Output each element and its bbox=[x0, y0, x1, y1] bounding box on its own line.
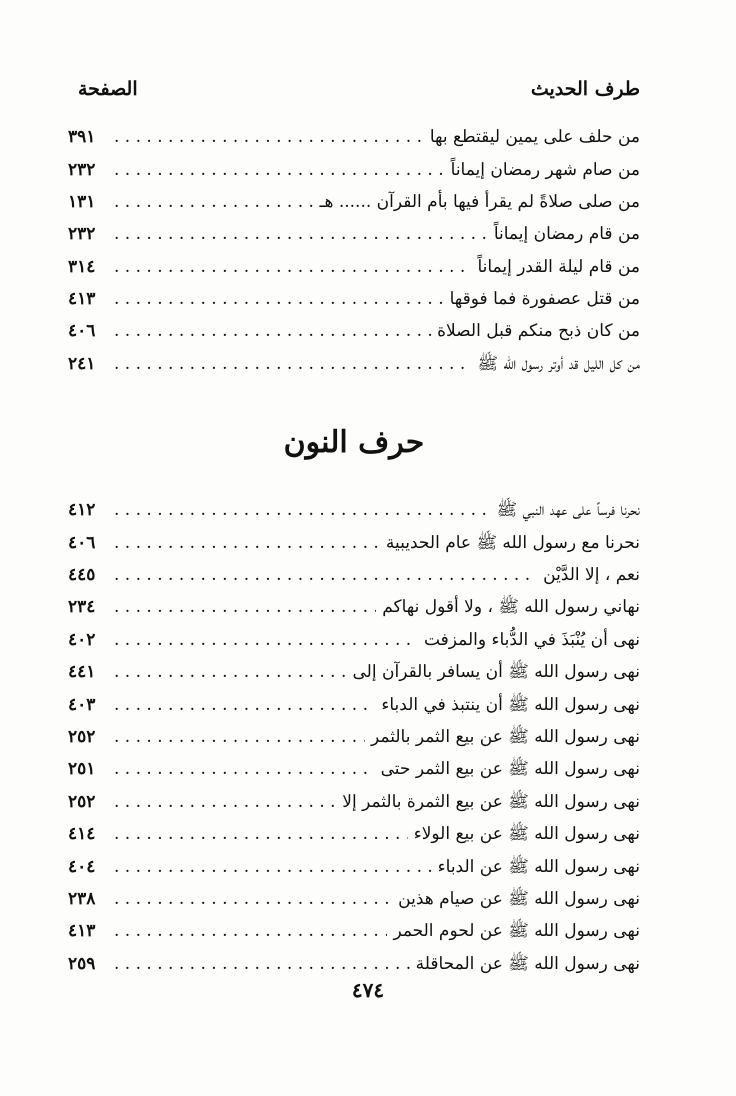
hadith-text: نهى رسول الله ﷺ أن ينتبذ في الدباء bbox=[381, 694, 640, 715]
section-heading: حرف النون bbox=[283, 425, 425, 461]
leader-dots bbox=[114, 662, 347, 683]
list-item bbox=[68, 278, 640, 310]
leader-dots bbox=[114, 289, 444, 310]
page-ref: ٤٠٢ bbox=[68, 629, 96, 650]
list-item bbox=[68, 213, 640, 245]
page-ref: ٢٣٢ bbox=[68, 224, 96, 245]
list-item bbox=[68, 522, 640, 554]
page-ref: ٣١٤ bbox=[68, 256, 96, 277]
hadith-text: نحرنا فرساً على عهد النبي ﷺ bbox=[496, 500, 640, 521]
hadith-text: نعم ، إلا الدَّيْن bbox=[543, 565, 640, 586]
list-item bbox=[68, 748, 640, 780]
column-header bbox=[68, 78, 640, 112]
page-column-title: الصفحة bbox=[78, 78, 138, 100]
leader-dots bbox=[114, 565, 537, 586]
list-item bbox=[68, 554, 640, 586]
page-ref: ٤٠٤ bbox=[68, 856, 96, 877]
hadith-text: من كان ذبح منكم قبل الصلاة bbox=[437, 321, 640, 342]
hadith-text: من صلى صلاةً لم يقرأ فيها بأم القرآن ...... هـ bbox=[319, 191, 640, 212]
leader-dots bbox=[114, 824, 408, 845]
page-ref: ٤٤١ bbox=[68, 662, 96, 683]
page-ref: ٢٣٨ bbox=[68, 888, 96, 909]
page-ref: ٤٤٥ bbox=[68, 565, 96, 586]
hadith-text: نهى رسول الله ﷺ عن بيع الثمرة بالثمر إلا bbox=[342, 791, 640, 812]
leader-dots bbox=[114, 597, 376, 618]
leader-dots bbox=[114, 127, 424, 148]
hadith-text: من كل الليل قد أوتر رسول الله ﷺ bbox=[477, 353, 640, 374]
page-ref: ٢٣٢ bbox=[68, 159, 96, 180]
section-noon-entries bbox=[68, 489, 640, 975]
list-item bbox=[68, 116, 640, 148]
hadith-text: من حلف على يمين ليقتطع بها bbox=[429, 127, 640, 148]
leader-dots bbox=[114, 759, 375, 780]
list-item bbox=[68, 586, 640, 618]
page-ref: ٤٠٦ bbox=[68, 532, 96, 553]
hadith-text: من قتل عصفورة فما فوقها bbox=[449, 289, 640, 310]
leader-dots bbox=[114, 160, 445, 181]
list-item bbox=[68, 246, 640, 278]
index-page bbox=[68, 78, 640, 975]
list-item bbox=[68, 683, 640, 715]
leader-dots bbox=[114, 954, 410, 975]
leader-dots bbox=[114, 354, 472, 375]
page-ref: ٤١٣ bbox=[68, 921, 96, 942]
list-item bbox=[68, 310, 640, 342]
page-ref: ٢٣٤ bbox=[68, 597, 96, 618]
page-ref: ٤١٢ bbox=[68, 500, 96, 521]
leader-dots bbox=[114, 533, 380, 554]
hadith-text: نهى رسول الله ﷺ عن بيع الولاء bbox=[413, 824, 640, 845]
hadith-text: نهى رسول الله ﷺ عن المحاقلة bbox=[415, 953, 640, 974]
hadith-text: نحرنا مع رسول الله ﷺ عام الحديبية bbox=[385, 532, 640, 553]
hadith-text: نهى رسول الله ﷺ عن لحوم الحمر bbox=[393, 921, 640, 942]
page-ref: ٢٥١ bbox=[68, 759, 96, 780]
hadith-text: نهى رسول الله ﷺ عن بيع الثمر بالثمر bbox=[371, 727, 640, 747]
list-item bbox=[68, 181, 640, 213]
hadith-text: نهى رسول الله ﷺ عن صيام هذين bbox=[398, 888, 640, 909]
list-item bbox=[68, 781, 640, 813]
leader-dots bbox=[114, 321, 431, 342]
list-item bbox=[68, 489, 640, 521]
list-item bbox=[68, 716, 640, 748]
page-ref: ٢٥٢ bbox=[68, 727, 96, 747]
list-item bbox=[68, 343, 640, 375]
hadith-text: من صام شهر رمضان إيماناً bbox=[450, 159, 640, 180]
leader-dots bbox=[114, 921, 387, 942]
leader-dots bbox=[114, 792, 336, 813]
hadith-column-title: طرف الحديث bbox=[530, 78, 640, 100]
list-item bbox=[68, 148, 640, 180]
page-ref: ٢٤١ bbox=[68, 353, 96, 374]
leader-dots bbox=[114, 889, 392, 910]
page-ref: ٤١٣ bbox=[68, 289, 96, 310]
hadith-text: من قام رمضان إيماناً bbox=[493, 224, 640, 245]
hadith-text: نهى رسول الله ﷺ أن يسافر بالقرآن إلى bbox=[352, 662, 640, 683]
list-item bbox=[68, 878, 640, 910]
page-ref: ٢٥٩ bbox=[68, 953, 96, 974]
leader-dots bbox=[114, 857, 432, 878]
leader-dots bbox=[114, 727, 365, 748]
leader-dots bbox=[114, 695, 375, 716]
page-ref: ٤٠٦ bbox=[68, 321, 96, 342]
hadith-text: نهى رسول الله ﷺ عن الدباء bbox=[437, 856, 640, 877]
leader-dots bbox=[114, 224, 488, 245]
list-item bbox=[68, 943, 640, 975]
hadith-text: نهى رسول الله ﷺ عن بيع الثمر حتى bbox=[380, 759, 640, 780]
section-meem-entries bbox=[68, 116, 640, 375]
list-item bbox=[68, 619, 640, 651]
list-item bbox=[68, 910, 640, 942]
hadith-text: نهاني رسول الله ﷺ ، ولا أقول نهاكم bbox=[382, 597, 640, 618]
page-ref: ١٣١ bbox=[68, 191, 96, 212]
leader-dots bbox=[114, 500, 491, 521]
leader-dots bbox=[114, 630, 418, 651]
page-ref: ٤١٤ bbox=[68, 824, 96, 845]
page-ref: ٣٩١ bbox=[68, 127, 96, 148]
leader-dots bbox=[114, 257, 471, 278]
page-number: ٤٧٤ bbox=[351, 978, 385, 1002]
hadith-text: من قام ليلة القدر إيماناً bbox=[477, 256, 640, 277]
page-ref: ٢٥٢ bbox=[68, 791, 96, 812]
hadith-text: نهى أن يُنْبَذَ في الدُّباء والمزفت bbox=[423, 629, 640, 650]
list-item bbox=[68, 845, 640, 877]
list-item bbox=[68, 651, 640, 683]
leader-dots bbox=[114, 192, 314, 213]
page-ref: ٤٠٣ bbox=[68, 694, 96, 715]
list-item bbox=[68, 813, 640, 845]
